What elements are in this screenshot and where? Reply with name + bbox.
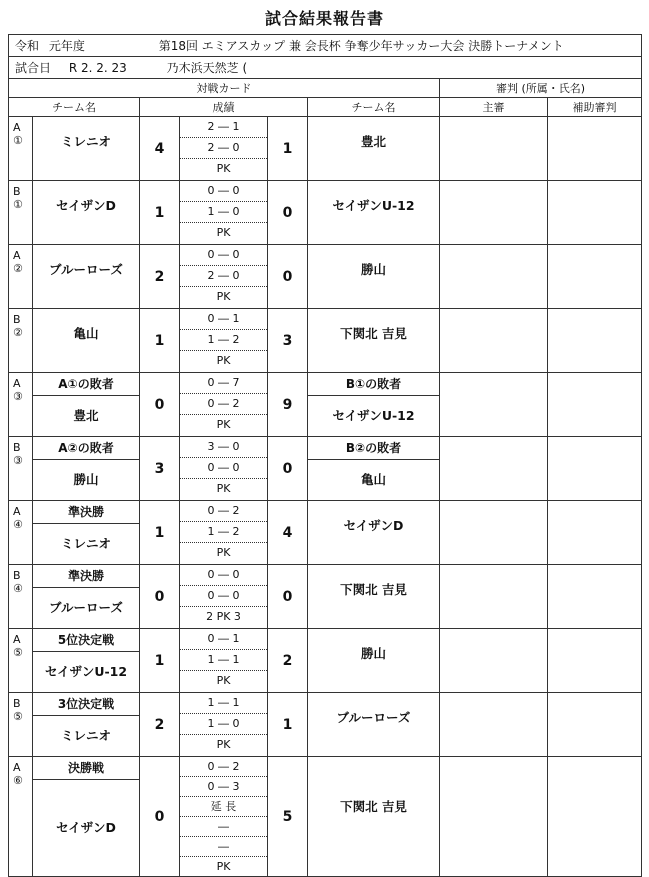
- result-line: 0 ― 1: [180, 629, 267, 650]
- right-team-cell: [308, 629, 440, 693]
- assistant-referee-cell[interactable]: [548, 245, 642, 309]
- slot-cell: [9, 117, 33, 181]
- slot-cell: [9, 437, 33, 501]
- left-match-label: 3位決定戦: [33, 693, 139, 716]
- right-score: 9: [268, 373, 308, 437]
- left-team-cell: [33, 629, 140, 693]
- right-team-cell: [308, 565, 440, 629]
- match-row: [9, 437, 642, 501]
- left-team-cell: [33, 117, 140, 181]
- result-line: PK: [216, 674, 231, 687]
- right-team-cell: [308, 309, 440, 373]
- left-team-cell: [33, 565, 140, 629]
- left-team-name: 亀山: [73, 326, 99, 341]
- right-score: 1: [268, 117, 308, 181]
- left-score: 1: [140, 629, 180, 693]
- left-match-label: 5位決定戦: [33, 629, 139, 652]
- result-line: PK: [216, 162, 231, 175]
- results-cell: [180, 181, 268, 245]
- slot-cell: [9, 181, 33, 245]
- result-line: 0 ― 2: [180, 394, 267, 415]
- slot-number: ①: [13, 134, 23, 147]
- slot-cell: [9, 501, 33, 565]
- right-match-label: B①の敗者: [308, 373, 439, 396]
- right-team-cell: [308, 437, 440, 501]
- result-line: 2 ― 0: [180, 266, 267, 287]
- result-line: 0 ― 0: [180, 181, 267, 202]
- slot-number: ③: [13, 454, 23, 467]
- left-match-label: A②の敗者: [33, 437, 139, 460]
- left-team-cell: [33, 501, 140, 565]
- results-cell: [180, 245, 268, 309]
- assistant-referee-cell[interactable]: [548, 629, 642, 693]
- left-team-cell: [33, 181, 140, 245]
- match-row: [9, 565, 642, 629]
- slot-group: B: [13, 697, 21, 710]
- right-team-cell: [308, 117, 440, 181]
- result-line: PK: [216, 290, 231, 303]
- slot-cell: [9, 245, 33, 309]
- main-referee-cell[interactable]: [440, 565, 548, 629]
- results-cell: [180, 693, 268, 757]
- slot-cell: [9, 309, 33, 373]
- left-team-name: ミレニオ: [60, 536, 111, 551]
- right-match-label: B②の敗者: [308, 437, 439, 460]
- left-score: 0: [140, 757, 180, 877]
- results-table: [8, 34, 642, 877]
- result-line: 0 ― 3: [180, 777, 267, 797]
- main-referee-header: 主審: [440, 98, 548, 117]
- left-score: 1: [140, 309, 180, 373]
- page-title: 試合結果報告書: [264, 9, 384, 28]
- right-team-name: 下関北 吉見: [340, 582, 407, 597]
- match-row: [9, 629, 642, 693]
- result-line: 0 ― 0: [180, 245, 267, 266]
- slot-number: ①: [13, 198, 23, 211]
- main-referee-cell[interactable]: [440, 373, 548, 437]
- main-referee-cell[interactable]: [440, 501, 548, 565]
- match-row: [9, 245, 642, 309]
- result-line: PK: [216, 860, 231, 873]
- result-line: 0 ― 0: [180, 458, 267, 479]
- slot-cell: [9, 565, 33, 629]
- left-score: 0: [140, 565, 180, 629]
- match-row: [9, 693, 642, 757]
- tournament-name: 第18回 エミアスカップ 兼 会長杯 争奪少年サッカー大会 決勝トーナメント: [158, 39, 564, 53]
- slot-number: ⑥: [13, 774, 23, 787]
- result-line: 0 ― 2: [180, 501, 267, 522]
- right-team-cell: [308, 757, 440, 877]
- assistant-referee-cell[interactable]: [548, 565, 642, 629]
- slot-cell: [9, 693, 33, 757]
- right-team-name: 勝山: [360, 646, 386, 661]
- results-cell: [180, 565, 268, 629]
- right-team-name: セイザンU-12: [332, 198, 415, 213]
- main-referee-cell[interactable]: [440, 757, 548, 877]
- left-team-name: ミレニオ: [60, 134, 111, 149]
- right-team-name: セイザンD: [343, 518, 404, 533]
- results-cell: [180, 117, 268, 181]
- main-referee-cell[interactable]: [440, 693, 548, 757]
- assistant-referee-cell[interactable]: [548, 373, 642, 437]
- left-score: 1: [140, 181, 180, 245]
- slot-group: B: [13, 441, 21, 454]
- slot-group: A: [13, 761, 21, 774]
- left-team-name: ミレニオ: [60, 728, 111, 743]
- left-team-name: セイザンD: [56, 820, 116, 835]
- result-line: 1 ― 0: [180, 714, 267, 735]
- slot-group: B: [13, 569, 21, 582]
- assistant-referee-cell[interactable]: [548, 501, 642, 565]
- left-score: 4: [140, 117, 180, 181]
- team-header: チーム名: [9, 98, 140, 117]
- left-team-name: ブルーローズ: [49, 262, 123, 277]
- result-line: PK: [216, 738, 231, 751]
- right-team-name: 豊北: [360, 134, 386, 149]
- result-line: 2 PK 3: [206, 610, 241, 623]
- results-cell: [180, 437, 268, 501]
- assistant-referee-cell[interactable]: [548, 693, 642, 757]
- slot-group: A: [13, 377, 21, 390]
- assistant-referee-cell[interactable]: [548, 181, 642, 245]
- results-cell: [180, 501, 268, 565]
- main-referee-cell[interactable]: [440, 181, 548, 245]
- assistant-referee-cell[interactable]: [548, 437, 642, 501]
- date-row: [9, 57, 642, 79]
- column-header-row: [9, 98, 642, 117]
- assistant-referee-cell[interactable]: [548, 309, 642, 373]
- main-referee-cell[interactable]: [440, 437, 548, 501]
- slot-group: A: [13, 633, 21, 646]
- match-row: [9, 309, 642, 373]
- slot-cell: [9, 373, 33, 437]
- right-team-cell: [308, 245, 440, 309]
- left-team-name: セイザンU-12: [44, 664, 128, 679]
- left-team-cell: [33, 373, 140, 437]
- match-row: [9, 757, 642, 877]
- main-referee-cell[interactable]: [440, 245, 548, 309]
- slot-number: ⑤: [13, 710, 23, 723]
- results-cell: [180, 757, 268, 877]
- left-score: 0: [140, 373, 180, 437]
- results-cell: [180, 373, 268, 437]
- left-team-name: セイザンD: [56, 198, 116, 213]
- slot-number: ④: [13, 582, 23, 595]
- main-referee-cell[interactable]: [440, 117, 548, 181]
- referee-header: 審判 (所属・氏名): [440, 79, 642, 98]
- slot-number: ②: [13, 326, 23, 339]
- right-team-cell: [308, 181, 440, 245]
- era: 令和: [15, 39, 40, 53]
- right-score: 4: [268, 501, 308, 565]
- right-score: 0: [268, 245, 308, 309]
- right-team-name: 下関北 吉見: [340, 799, 407, 814]
- match-date: R 2. 2. 23: [68, 61, 127, 75]
- right-score: 5: [268, 757, 308, 877]
- result-line: 2 ― 0: [180, 138, 267, 159]
- right-score: 2: [268, 629, 308, 693]
- result-line: PK: [216, 546, 231, 559]
- left-team-name: ブルーローズ: [49, 600, 123, 615]
- slot-number: ④: [13, 518, 23, 531]
- result-line: PK: [216, 354, 231, 367]
- left-match-label: 準決勝: [33, 501, 139, 524]
- main-referee-cell[interactable]: [440, 629, 548, 693]
- results-cell: [180, 629, 268, 693]
- assistant-referee-cell[interactable]: [548, 117, 642, 181]
- match-row: [9, 117, 642, 181]
- left-score: 3: [140, 437, 180, 501]
- slot-group: A: [13, 249, 21, 262]
- left-team-cell: [33, 437, 140, 501]
- right-team-cell: [308, 501, 440, 565]
- left-team-cell: [33, 693, 140, 757]
- right-team-cell: [308, 693, 440, 757]
- result-line: 1 ― 1: [180, 650, 267, 671]
- right-score: 0: [268, 181, 308, 245]
- assistant-referee-cell[interactable]: [548, 757, 642, 877]
- team-header-2: チーム名: [308, 98, 440, 117]
- result-line: ―: [180, 837, 267, 857]
- venue: 乃木浜天然芝 (: [166, 61, 248, 75]
- result-line: 1 ― 0: [180, 202, 267, 223]
- result-line: 0 ― 2: [180, 757, 267, 777]
- match-row: [9, 181, 642, 245]
- slot-cell: [9, 629, 33, 693]
- right-team-name: 亀山: [360, 472, 386, 487]
- result-line: ―: [180, 817, 267, 837]
- left-team-cell: [33, 309, 140, 373]
- left-match-label: 決勝戦: [33, 757, 139, 780]
- result-line: 1 ― 2: [180, 330, 267, 351]
- tournament-row: [9, 35, 642, 57]
- date-label: 試合日: [15, 61, 52, 75]
- left-team-name: 豊北: [73, 408, 99, 423]
- left-score: 2: [140, 693, 180, 757]
- right-team-cell: [308, 373, 440, 437]
- results-header: 成績: [140, 98, 308, 117]
- slot-number: ⑤: [13, 646, 23, 659]
- slot-group: A: [13, 505, 21, 518]
- match-row: [9, 501, 642, 565]
- right-score: 1: [268, 693, 308, 757]
- result-line: 0 ― 0: [180, 586, 267, 607]
- result-line: 1 ― 2: [180, 522, 267, 543]
- result-line: 1 ― 1: [180, 693, 267, 714]
- slot-group: A: [13, 121, 21, 134]
- section-header-row: [9, 79, 642, 98]
- left-score: 1: [140, 501, 180, 565]
- left-match-label: 準決勝: [33, 565, 139, 588]
- main-referee-cell[interactable]: [440, 309, 548, 373]
- result-line: 0 ― 0: [180, 565, 267, 586]
- right-score: 0: [268, 437, 308, 501]
- right-team-name: セイザンU-12: [332, 408, 415, 423]
- slot-number: ③: [13, 390, 23, 403]
- right-team-name: 下関北 吉見: [340, 326, 407, 341]
- match-row: [9, 373, 642, 437]
- result-line: PK: [216, 226, 231, 239]
- slot-number: ②: [13, 262, 23, 275]
- result-line: 2 ― 1: [180, 117, 267, 138]
- left-team-cell: [33, 245, 140, 309]
- fiscal-year: 元年度: [48, 39, 85, 53]
- right-team-name: 勝山: [360, 262, 386, 277]
- slot-cell: [9, 757, 33, 877]
- result-line: 延 長: [180, 797, 267, 817]
- right-team-name: ブルーローズ: [336, 710, 411, 725]
- result-line: 3 ― 0: [180, 437, 267, 458]
- result-line: 0 ― 1: [180, 309, 267, 330]
- left-match-label: A①の敗者: [33, 373, 139, 396]
- result-line: PK: [216, 482, 231, 495]
- results-cell: [180, 309, 268, 373]
- slot-group: B: [13, 313, 21, 326]
- left-team-name: 勝山: [73, 472, 99, 487]
- result-line: PK: [216, 418, 231, 431]
- right-score: 0: [268, 565, 308, 629]
- result-line: 0 ― 7: [180, 373, 267, 394]
- slot-group: B: [13, 185, 21, 198]
- left-team-cell: [33, 757, 140, 877]
- match-card-header: 対戦カード: [9, 79, 440, 98]
- right-score: 3: [268, 309, 308, 373]
- assistant-referee-header: 補助審判: [548, 98, 642, 117]
- left-score: 2: [140, 245, 180, 309]
